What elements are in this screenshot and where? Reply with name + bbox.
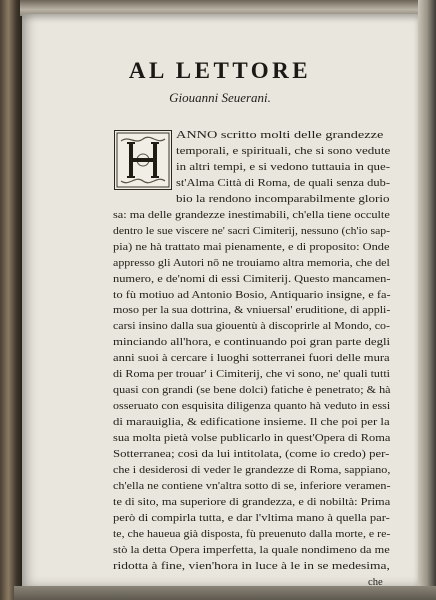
text-line: che i desiderosi di veder le grandezze di Roma, sappiano, xyxy=(113,464,391,476)
book-page xyxy=(22,14,418,586)
text-line: anni suoi à cercare i luoghi sotterranei fuori delle mura xyxy=(113,353,390,365)
text-line: minciando all'hora, e continuando poi gran parte degli xyxy=(113,337,391,349)
text-line: stò la detta Opera imperfetta, la quale nondimeno da me xyxy=(113,544,390,556)
text-line: di marauiglia, & edificatione insieme. Il che poi per la xyxy=(113,417,390,429)
page-edge xyxy=(418,0,436,600)
text-line: st'Alma Città di Roma, de quali senza dub- xyxy=(176,177,390,189)
text-line: te di sito, ma superiore di grandezza, e di nobiltà: Prima xyxy=(113,496,391,508)
text-line: ANNO scritto molti delle grandezze xyxy=(176,130,384,141)
text-line: numero, e de'nomi di essi Cimiterij. Questo mancamen- xyxy=(113,273,391,285)
text-line: pia) ne hà trattato mai pienamente, e di proposito: Onde xyxy=(113,241,390,253)
text-line: di Roma per trouar' i Cimiterij, che vi sono, ne' quali tutti xyxy=(113,369,391,381)
text-line: to fù motiuo ad Antonio Bosio, Antiquario insigne, e fa- xyxy=(113,289,391,301)
text-line: osseruato con esquisita diligenza quanto hà veduto in essi xyxy=(113,401,391,413)
ornamental-initial xyxy=(114,130,172,190)
text-line: appresso gli Autori nō ne trouiamo altra memoria, che del xyxy=(113,257,390,269)
text-line: sa: ma delle grandezze inestimabili, ch'ella tiene occulte xyxy=(113,209,390,221)
text-line: carsi insino dalla sua giouentù à discoprirle al Mondo, co- xyxy=(113,321,390,333)
text-line: moso per la sua dottrina, & vniuersal' eruditione, di appli- xyxy=(113,305,391,317)
text-line: temporali, e spirituali, che si sono vedute xyxy=(176,145,391,157)
text-line: quasi con grandi (se bene dolci) fatiche è penetrato; & hà xyxy=(113,385,391,397)
text-line: ch'ella ne contiene vn'altra sotto di se, inferiore veramen- xyxy=(113,480,391,492)
text-line: però di compirla tutta, e dar l'vltima mano à quella par- xyxy=(113,512,390,524)
text-line: in altri tempi, e si vedono tuttauia in que- xyxy=(176,161,391,173)
text-line: che xyxy=(368,576,383,588)
text-line: te, che haueua già disposta, fù preuenuto dalla morte, e re- xyxy=(113,528,391,540)
text-line: dentro le sue viscere ne' sacri Cimiterij, nessuno (ch'io sap- xyxy=(113,225,391,237)
author-name: Giouanni Seuerani. xyxy=(169,90,271,105)
text-line: ridotta à fine, vien'hora in luce à le in se medesima, xyxy=(113,560,390,572)
book-binding xyxy=(0,0,24,600)
text-line: sua molta pietà volse publicarlo in quest'Opera di Roma xyxy=(113,433,391,445)
ornament-icon xyxy=(115,131,171,189)
page-title: AL LETTORE xyxy=(128,58,312,83)
text-line: bio la rendono incomparabilmente glorio xyxy=(176,193,390,205)
text-line: Sotterranea; così da lui intitolata, (come io credo) per- xyxy=(113,449,390,460)
